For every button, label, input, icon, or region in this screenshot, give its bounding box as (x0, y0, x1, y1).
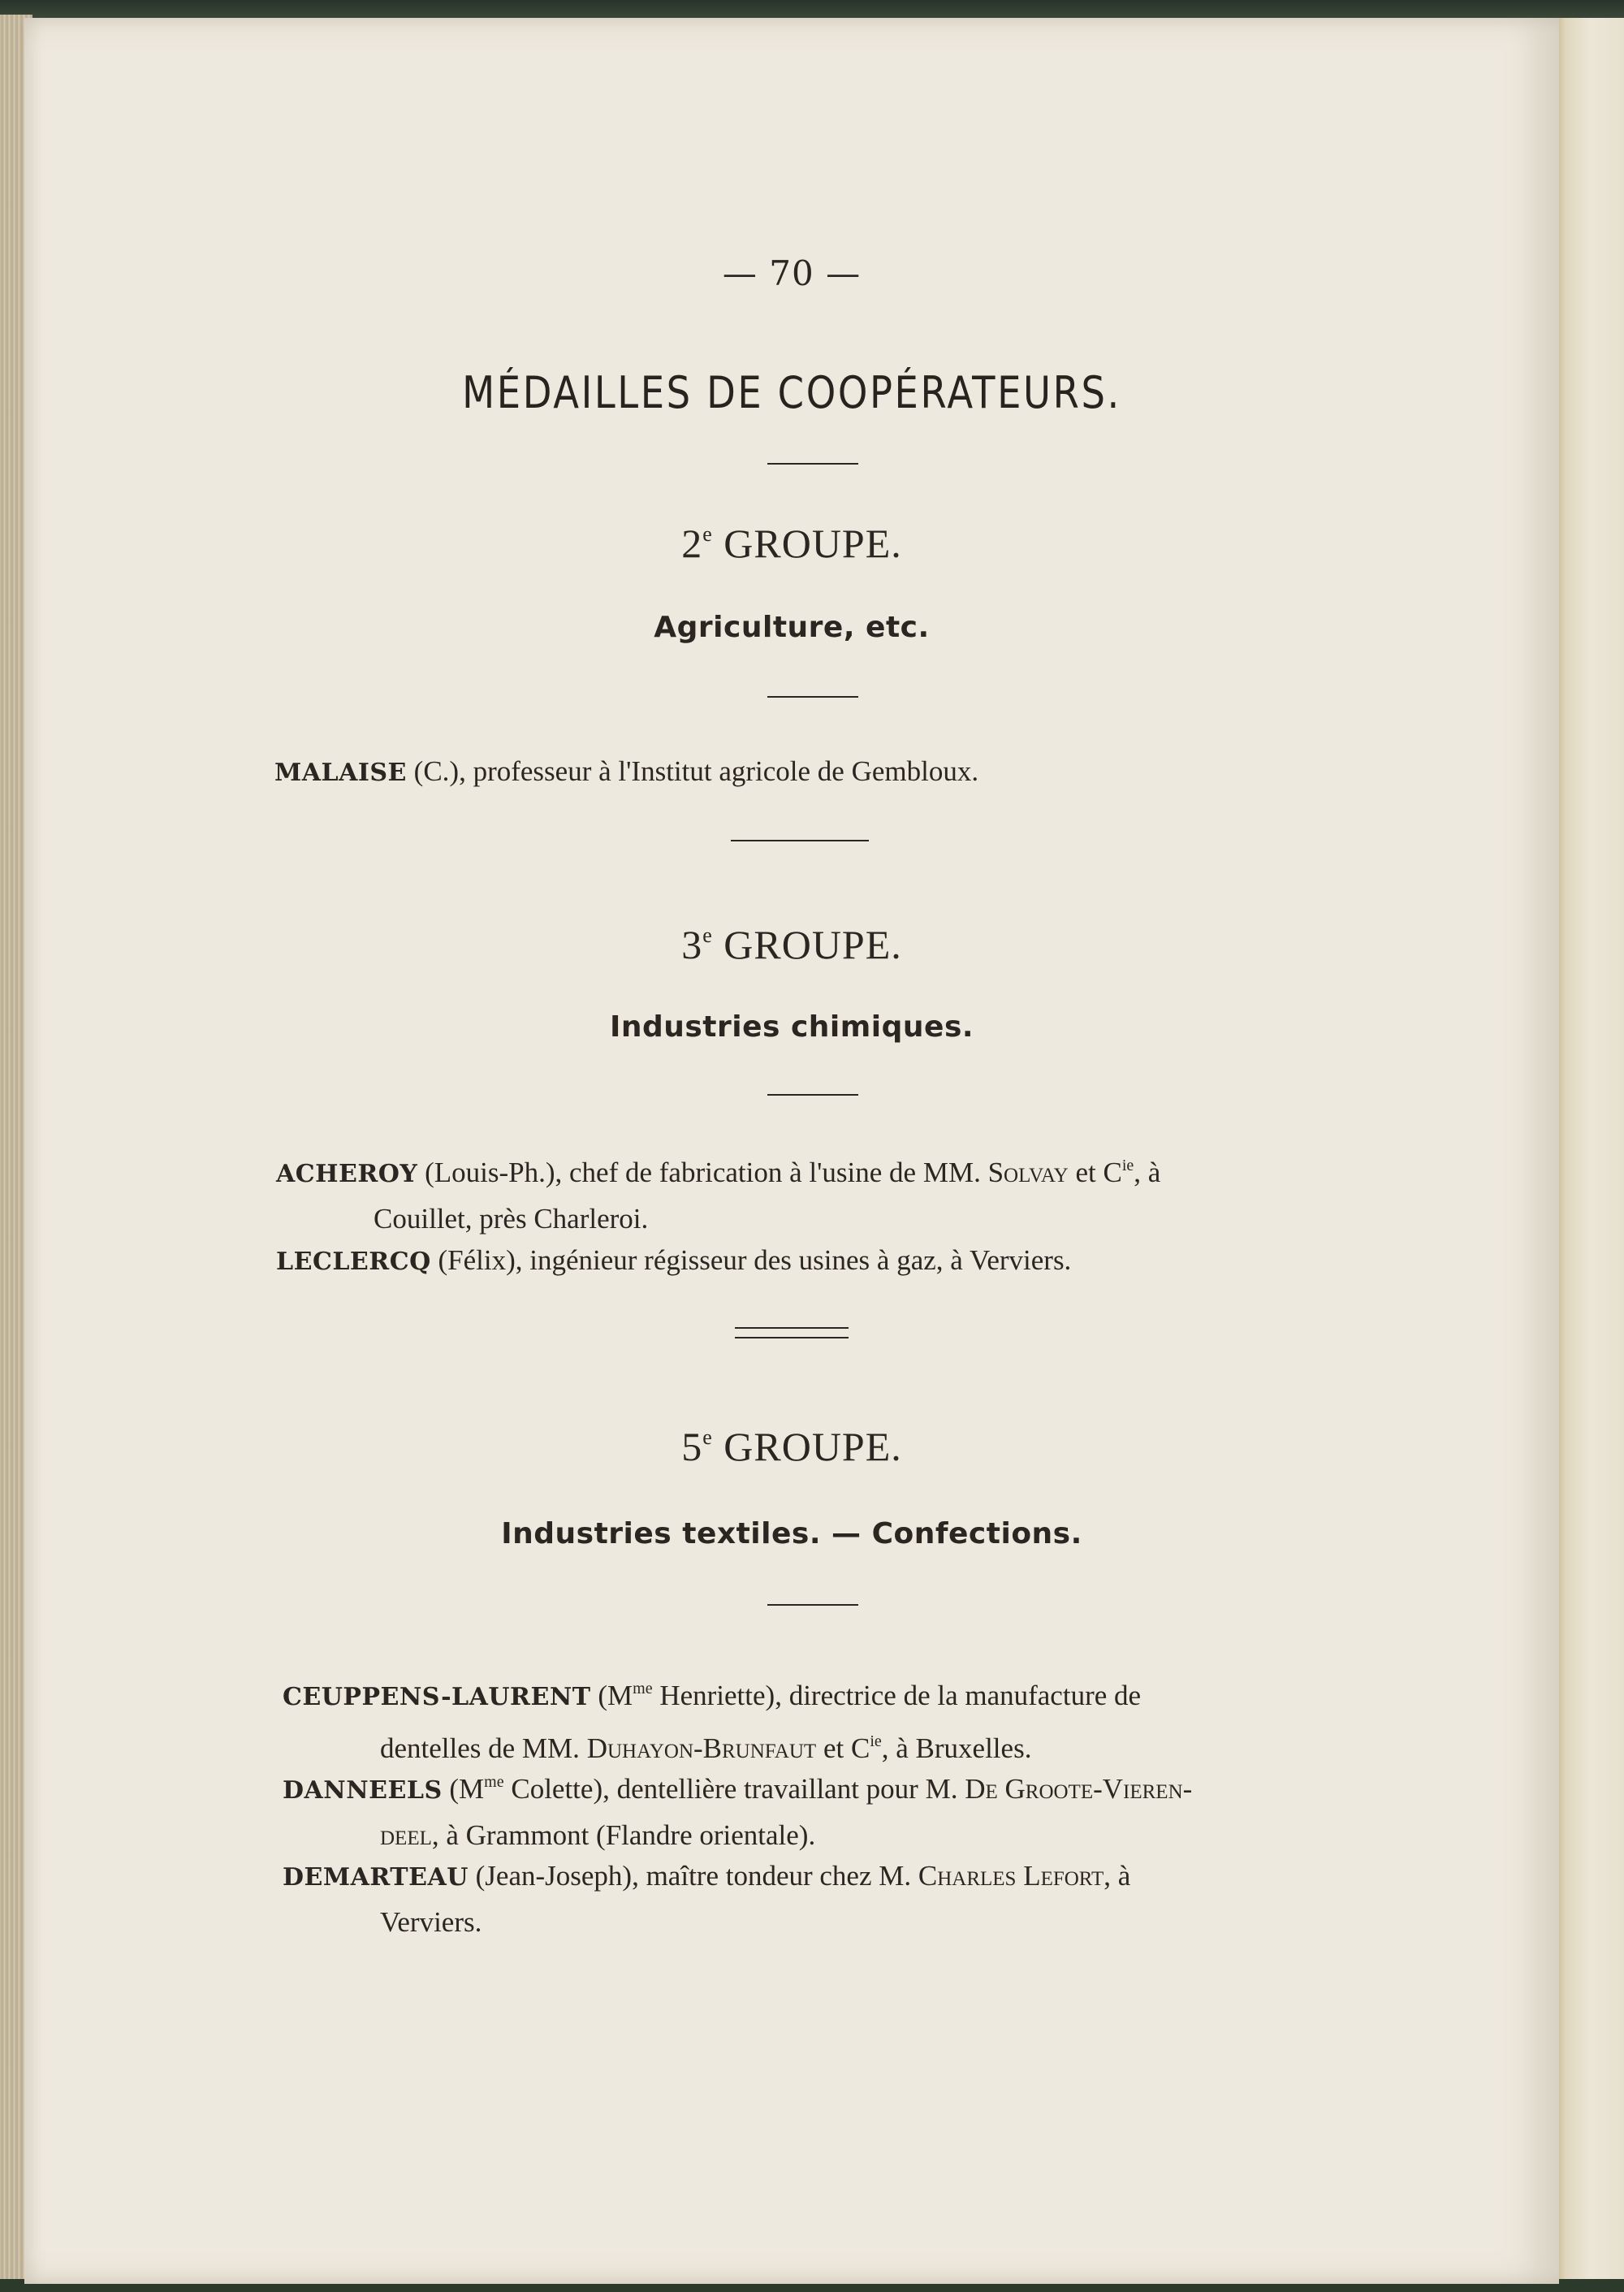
superscript: me (484, 1773, 504, 1791)
entry-demarteau (283, 1853, 1130, 1944)
firm-name: De Groote-Vieren- (965, 1773, 1193, 1805)
group-label: GROUPE. (723, 922, 902, 967)
group-5-title (24, 1423, 1559, 1470)
entry-name: DANNEELS (283, 1776, 443, 1805)
entry-text: et C (823, 1732, 870, 1764)
entry-name: CEUPPENS-LAURENT (283, 1683, 591, 1711)
firm-name: Duhayon-Brunfaut (586, 1732, 817, 1764)
entry-name: MALAISE (274, 759, 407, 787)
group-2-subtitle: Agriculture, etc. (654, 611, 930, 644)
entry-ceuppens-laurent (283, 1667, 1141, 1771)
group-number-suffix: e (702, 923, 713, 947)
group-3-rule (767, 1094, 858, 1096)
page-title: MÉDAILLES DE COOPÉRATEURS. (462, 367, 1121, 418)
entry-text: (Louis-Ph.), chef de fabrication à l'usine de MM. (425, 1157, 981, 1188)
entry-acheroy (276, 1144, 1160, 1241)
entry-leclercq (276, 1238, 1071, 1284)
group-number: 2 (681, 521, 703, 566)
entry-continuation (283, 1813, 1192, 1857)
entry-text: (C.), professeur à l'Institut agricole de Gembloux. (413, 755, 979, 787)
superscript: me (633, 1680, 653, 1697)
entry-continuation: Couillet, près Charleroi. (374, 1203, 649, 1235)
group-number-suffix: e (702, 522, 713, 546)
group-number-suffix: e (702, 1425, 713, 1449)
firm-name-continuation: deel (380, 1819, 432, 1851)
firm-name: Charles Lefort (918, 1860, 1104, 1892)
superscript: ie (870, 1732, 882, 1750)
entry-text: et C (1075, 1157, 1122, 1188)
entry-text: (Jean-Joseph), maître tondeur chez M. (475, 1860, 912, 1892)
group-2-rule (767, 696, 858, 698)
group-number: 3 (681, 922, 703, 967)
group-label: GROUPE. (723, 1424, 902, 1469)
entry-name: DEMARTEAU (283, 1863, 469, 1892)
group-number: 5 (681, 1424, 703, 1469)
adjacent-page-edge (1557, 18, 1624, 2284)
group-3-subtitle: Industries chimiques. (609, 1010, 974, 1044)
entry-text: , à (1134, 1157, 1161, 1188)
separator-rule (731, 840, 869, 841)
entry-text: Colette), dentellière travaillant pour M. (511, 1773, 958, 1805)
entry-text: (M (598, 1680, 633, 1711)
entry-continuation: Verviers. (380, 1906, 482, 1938)
entry-name: ACHEROY (276, 1160, 418, 1188)
group-2-title (24, 520, 1559, 567)
entry-text: , à Bruxelles. (881, 1732, 1032, 1764)
superscript: ie (1121, 1157, 1134, 1174)
entry-text: (Félix), ingénieur régisseur des usines à gaz, à Verviers. (438, 1244, 1072, 1276)
firm-name: Solvay (987, 1157, 1069, 1188)
entry-text: Henriette), directrice de la manufacture de (659, 1680, 1142, 1711)
entry-text: (M (449, 1773, 485, 1805)
group-label: GROUPE. (723, 521, 902, 566)
page-content (24, 18, 1559, 2284)
entry-danneels (283, 1760, 1192, 1857)
group-5-subtitle: Industries textiles. — Confections. (501, 1517, 1082, 1550)
page-number: — 70 — (722, 253, 862, 293)
entry-malaise (274, 749, 978, 795)
entry-text: , à (1104, 1860, 1131, 1892)
entry-name: LECLERCQ (276, 1248, 431, 1276)
entry-text: , à Grammont (Flandre orientale). (431, 1819, 816, 1851)
section-rule (767, 463, 858, 465)
entry-text: dentelles de MM. (380, 1732, 580, 1764)
document-page (24, 18, 1559, 2284)
group-5-rule (767, 1604, 858, 1606)
double-separator-rule (735, 1327, 849, 1338)
group-3-title (24, 921, 1559, 968)
